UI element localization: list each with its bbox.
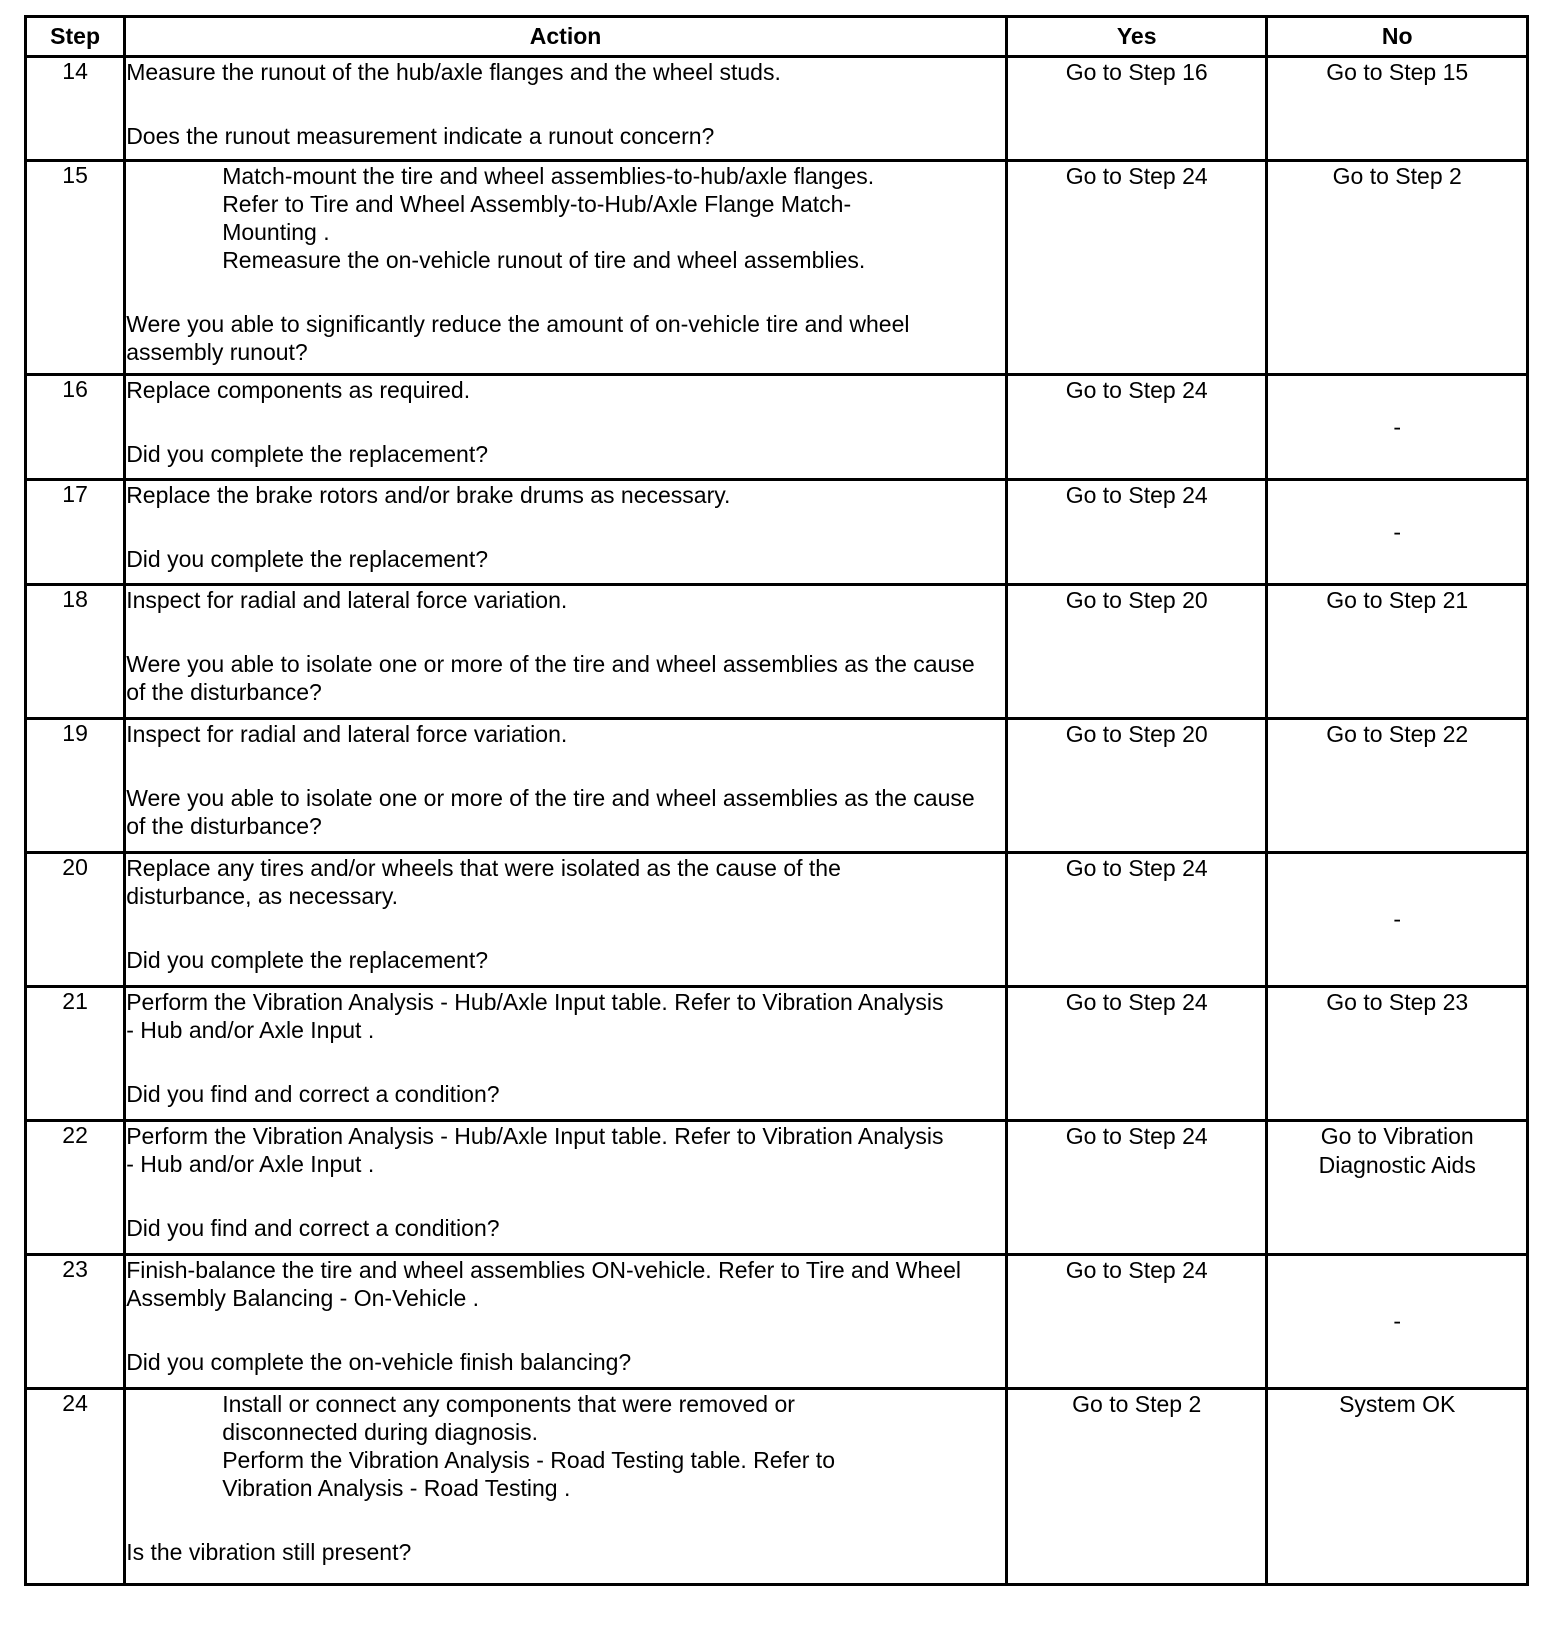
action-instruction: Vibration Analysis - Road Testing . [222,1475,571,1501]
no-result: Go to Vibration Diagnostic Aids [1267,1121,1528,1255]
action-instruction: Perform the Vibration Analysis - Hub/Axle Input table. Refer to Vibration Analysis - Hub and/or Axle Input . [126,1123,944,1177]
action-question: Does the runout measurement indicate a runout concern? [126,123,715,149]
action-cell [125,57,1007,161]
action-question: Were you able to isolate one or more of the tire and wheel assemblies as the cause of the disturbance? [126,651,975,705]
step-number: 20 [26,853,125,987]
action-instruction: Remeasure the on-vehicle runout of tire and wheel assemblies. [222,247,866,273]
action-instruction: Refer to Tire and Wheel Assembly-to-Hub/Axle Flange Match- [222,191,852,217]
action-question: Were you able to significantly reduce the amount of on-vehicle tire and wheel assembly runout? [126,311,910,365]
action-cell [125,719,1007,853]
step-number: 18 [26,585,125,719]
table-row [26,719,1528,853]
action-instruction: Install or connect any components that were removed or [222,1391,795,1417]
action-cell [125,480,1007,585]
action-instruction: Match-mount the tire and wheel assemblies-to-hub/axle flanges. [222,163,875,189]
yes-result: Go to Step 20 [1006,585,1267,719]
action-instruction: Measure the runout of the hub/axle flanges and the wheel studs. [126,59,781,85]
action-instruction: Replace the brake rotors and/or brake drums as necessary. [126,482,731,508]
table-row [26,853,1528,987]
table-row [26,1121,1528,1255]
action-cell [125,161,1007,375]
yes-result: Go to Step 24 [1006,480,1267,585]
action-instruction: Mounting . [222,219,330,245]
step-number: 19 [26,719,125,853]
table-row [26,57,1528,161]
diagnostic-table [24,15,1529,1586]
yes-result: Go to Step 24 [1006,853,1267,987]
action-question: Did you complete the replacement? [126,441,488,467]
step-number: 22 [26,1121,125,1255]
no-result: Go to Step 21 [1267,585,1528,719]
action-cell [125,585,1007,719]
yes-result: Go to Step 20 [1006,719,1267,853]
no-result: Go to Step 22 [1267,719,1528,853]
action-question: Did you find and correct a condition? [126,1215,500,1241]
action-cell [125,1389,1007,1585]
yes-result: Go to Step 24 [1006,987,1267,1121]
table-row [26,1389,1528,1585]
yes-result: Go to Step 24 [1006,1121,1267,1255]
action-cell [125,853,1007,987]
no-result: - [1267,480,1528,585]
no-result: Go to Step 2 [1267,161,1528,375]
action-question: Did you find and correct a condition? [126,1081,500,1107]
yes-result: Go to Step 16 [1006,57,1267,161]
step-number: 24 [26,1389,125,1585]
no-result: Go to Step 15 [1267,57,1528,161]
header-no: No [1267,17,1528,57]
no-result: - [1267,1255,1528,1389]
yes-result: Go to Step 24 [1006,375,1267,480]
no-result: Go to Step 23 [1267,987,1528,1121]
action-instruction: Finish-balance the tire and wheel assemblies ON-vehicle. Refer to Tire and Wheel Assembly Balancing - On-Vehicle . [126,1257,961,1311]
action-cell [125,1255,1007,1389]
action-cell [125,1121,1007,1255]
step-number: 21 [26,987,125,1121]
table-row [26,987,1528,1121]
step-number: 14 [26,57,125,161]
no-result: - [1267,853,1528,987]
header-step: Step [26,17,125,57]
action-question: Did you complete the replacement? [126,947,488,973]
action-instruction: disconnected during diagnosis. [222,1419,539,1445]
yes-result: Go to Step 24 [1006,161,1267,375]
action-question: Did you complete the replacement? [126,546,488,572]
header-yes: Yes [1006,17,1267,57]
step-number: 16 [26,375,125,480]
action-instruction: Perform the Vibration Analysis - Road Testing table. Refer to [222,1447,835,1473]
action-instruction: Inspect for radial and lateral force variation. [126,587,568,613]
action-instruction: Replace components as required. [126,377,471,403]
step-number: 23 [26,1255,125,1389]
header-row [26,17,1528,57]
action-instruction: Replace any tires and/or wheels that were isolated as the cause of the disturbance, as necessary. [126,855,841,909]
action-question: Is the vibration still present? [126,1539,412,1565]
action-cell [125,375,1007,480]
action-cell [125,987,1007,1121]
step-number: 17 [26,480,125,585]
table-row [26,1255,1528,1389]
yes-result: Go to Step 2 [1006,1389,1267,1585]
table-row [26,480,1528,585]
no-result: System OK [1267,1389,1528,1585]
step-number: 15 [26,161,125,375]
table-row [26,585,1528,719]
action-question: Did you complete the on-vehicle finish balancing? [126,1349,632,1375]
action-instruction: Perform the Vibration Analysis - Hub/Axle Input table. Refer to Vibration Analysis - Hub and/or Axle Input . [126,989,944,1043]
action-question: Were you able to isolate one or more of the tire and wheel assemblies as the cause of the disturbance? [126,785,975,839]
header-action: Action [125,17,1007,57]
action-instruction: Inspect for radial and lateral force variation. [126,721,568,747]
no-result: - [1267,375,1528,480]
table-row [26,375,1528,480]
yes-result: Go to Step 24 [1006,1255,1267,1389]
table-row [26,161,1528,375]
